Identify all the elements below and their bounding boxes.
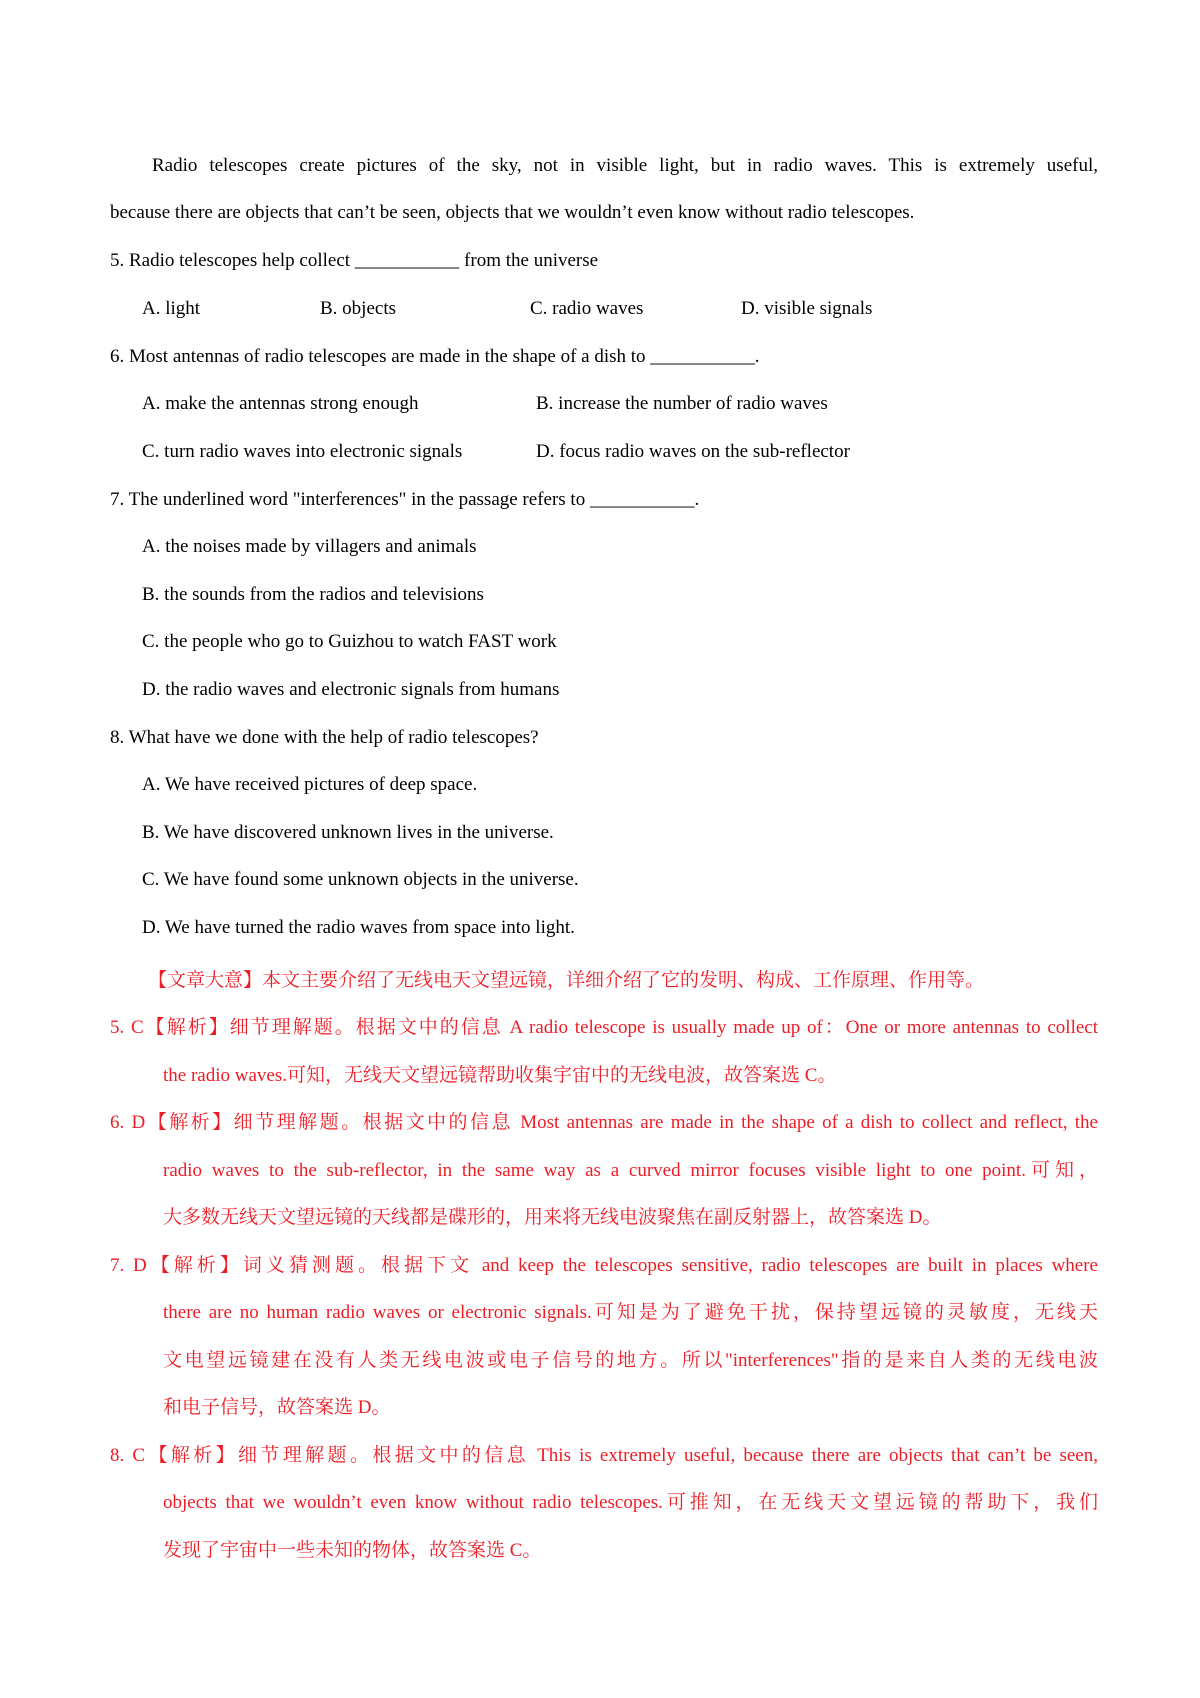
- question-8-option-b: B. We have discovered unknown lives in the universe.: [142, 822, 554, 843]
- analysis-q8-line-1: 8. C【解析】细节理解题。根据文中的信息 This is extremely useful, because there are objects that can’t be seen,: [110, 1445, 1098, 1466]
- analysis-q6-line-1: 6. D【解析】细节理解题。根据文中的信息 Most antennas are made in the shape of a dish to collect and reflect, the: [110, 1112, 1098, 1133]
- question-8-option-d: D. We have turned the radio waves from space into light.: [142, 917, 575, 938]
- question-7-stem: 7. The underlined word "interferences" in the passage refers to ___________.: [110, 489, 700, 510]
- question-5-stem: 5. Radio telescopes help collect ___________ from the universe: [110, 250, 599, 271]
- analysis-q7-line-1: 7. D【解析】词义猜测题。根据下文 and keep the telescopes sensitive, radio telescopes are built in places where: [110, 1255, 1098, 1276]
- question-8-stem: 8. What have we done with the help of radio telescopes?: [110, 727, 539, 748]
- question-6-option-c: C. turn radio waves into electronic signals: [142, 441, 463, 462]
- question-6-stem: 6. Most antennas of radio telescopes are made in the shape of a dish to ___________.: [110, 346, 760, 367]
- question-5-option-d: D. visible signals: [741, 298, 873, 319]
- analysis-q5-line-2: the radio waves.可知，无线天文望远镜帮助收集宇宙中的无线电波，故答案选 C。: [163, 1065, 837, 1086]
- analysis-q7-line-2: there are no human radio waves or electronic signals.可知是为了避免干扰，保持望远镜的灵敏度，无线天: [163, 1302, 1098, 1323]
- question-5-option-a: A. light: [142, 298, 201, 319]
- question-6-option-d: D. focus radio waves on the sub-reflector: [536, 441, 850, 462]
- analysis-q6-line-3: 大多数无线天文望远镜的天线都是碟形的，用来将无线电波聚焦在副反射器上，故答案选 D。: [163, 1207, 942, 1228]
- question-8-option-c: C. We have found some unknown objects in the universe.: [142, 869, 579, 890]
- question-6-option-b: B. increase the number of radio waves: [536, 393, 828, 414]
- question-6-option-a: A. make the antennas strong enough: [142, 393, 419, 414]
- analysis-q7-line-3: 文电望远镜建在没有人类无线电波或电子信号的地方。所以"interferences"指的是来自人类的无线电波: [163, 1350, 1098, 1371]
- analysis-summary: 【文章大意】本文主要介绍了无线电天文望远镜，详细介绍了它的发明、构成、工作原理、作用等。: [148, 970, 985, 991]
- question-5-option-b: B. objects: [320, 298, 396, 319]
- question-7-option-c: C. the people who go to Guizhou to watch FAST work: [142, 631, 557, 652]
- analysis-q5-line-1: 5. C【解析】细节理解题。根据文中的信息 A radio telescope is usually made up of：One or more antennas to collect: [110, 1017, 1098, 1038]
- passage-line-2: because there are objects that can’t be seen, objects that we wouldn’t even know without radio telescopes.: [110, 202, 915, 223]
- question-7-option-d: D. the radio waves and electronic signals from humans: [142, 679, 560, 700]
- question-5-option-c: C. radio waves: [530, 298, 644, 319]
- analysis-q6-line-2: radio waves to the sub-reflector, in the same way as a curved mirror focuses visible light to one point.可知，: [163, 1160, 1098, 1181]
- question-8-option-a: A. We have received pictures of deep space.: [142, 774, 478, 795]
- analysis-q7-line-4: 和电子信号，故答案选 D。: [163, 1397, 391, 1418]
- question-7-option-b: B. the sounds from the radios and televisions: [142, 584, 484, 605]
- question-7-option-a: A. the noises made by villagers and animals: [142, 536, 477, 557]
- analysis-q8-line-2: objects that we wouldn’t even know without radio telescopes.可推知，在无线天文望远镜的帮助下，我们: [163, 1492, 1098, 1513]
- analysis-q8-line-3: 发现了宇宙中一些未知的物体，故答案选 C。: [163, 1540, 542, 1561]
- passage-line-1: Radio telescopes create pictures of the sky, not in visible light, but in radio waves. This is extremely useful,: [152, 155, 1098, 176]
